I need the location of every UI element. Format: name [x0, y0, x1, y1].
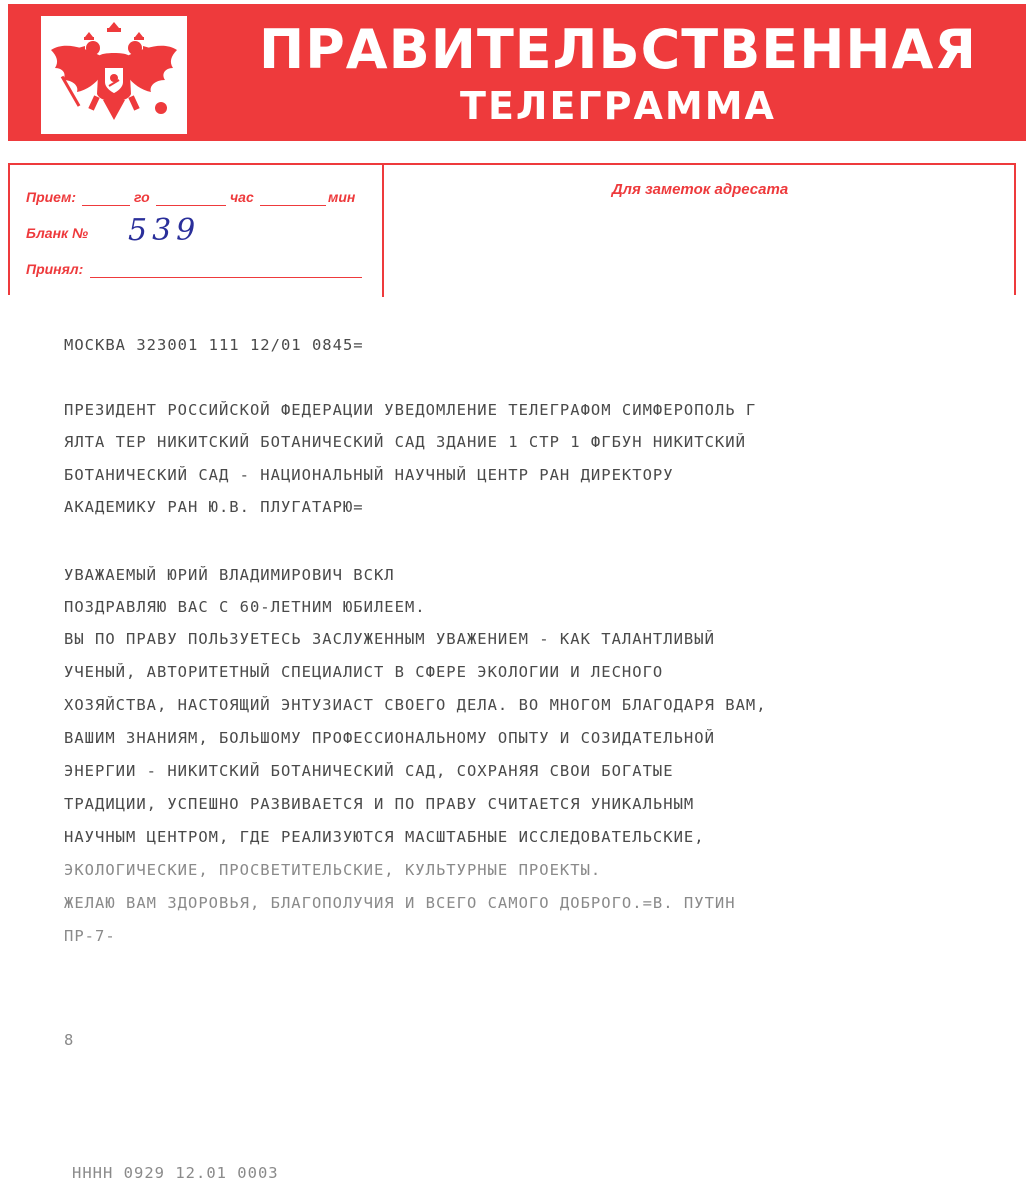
reception-day-line[interactable] — [82, 205, 130, 206]
body-line: ВАШИМ ЗНАНИЯМ, БОЛЬШОМУ ПРОФЕССИОНАЛЬНОМУ ОПЫТУ И СОЗИДАТЕЛЬНОЙ — [64, 729, 715, 747]
body-line: ТРАДИЦИИ, УСПЕШНО РАЗВИВАЕТСЯ И ПО ПРАВУ СЧИТАЕТСЯ УНИКАЛЬНЫМ — [64, 795, 695, 813]
telegram-header-line: МОСКВА 323001 111 12/01 0845= — [64, 336, 364, 354]
reception-minute-line[interactable] — [260, 205, 326, 206]
body-line: ЭКОЛОГИЧЕСКИЕ, ПРОСВЕТИТЕЛЬСКИЕ, КУЛЬТУРНЫЕ ПРОЕКТЫ. — [64, 861, 602, 879]
reception-label: Прием: — [26, 189, 76, 205]
blank-number: 539 — [128, 213, 201, 248]
body-line: ПР-7- — [64, 927, 116, 945]
body-line: ХОЗЯЙСТВА, НАСТОЯЩИЙ ЭНТУЗИАСТ СВОЕГО ДЕЛА. ВО МНОГОМ БЛАГОДАРЯ ВАМ, — [64, 696, 767, 714]
accepted-label: Принял: — [26, 261, 84, 277]
address-line: АКАДЕМИКУ РАН Ю.В. ПЛУГАТАРЮ= — [64, 498, 364, 516]
address-line: БОТАНИЧЕСКИЙ САД - НАЦИОНАЛЬНЫЙ НАУЧНЫЙ ЦЕНТР РАН ДИРЕКТОРУ — [64, 466, 674, 484]
hour-suffix: час — [230, 189, 254, 205]
reception-hour-line[interactable] — [156, 205, 226, 206]
address-line: ПРЕЗИДЕНТ РОССИЙСКОЙ ФЕДЕРАЦИИ УВЕДОМЛЕНИЕ ТЕЛЕГРАФОМ СИМФЕРОПОЛЬ Г — [64, 401, 757, 419]
title-line-1: ПРАВИТЕЛЬСТВЕННАЯ — [259, 18, 977, 81]
body-line: УВАЖАЕМЫЙ ЮРИЙ ВЛАДИМИРОВИЧ ВСКЛ — [64, 566, 395, 584]
reception-form — [8, 163, 1016, 295]
body-line: ПОЗДРАВЛЯЮ ВАС С 60-ЛЕТНИМ ЮБИЛЕЕМ. — [64, 598, 426, 616]
notes-label: Для заметок адресата — [611, 181, 789, 198]
minute-suffix: мин — [328, 189, 356, 205]
address-line: ЯЛТА ТЕР НИКИТСКИЙ БОТАНИЧЕСКИЙ САД ЗДАНИЕ 1 СТР 1 ФГБУН НИКИТСКИЙ — [64, 433, 746, 451]
title-line-2: ТЕЛЕГРАММА — [460, 84, 776, 128]
header-banner — [8, 4, 1026, 141]
double-headed-eagle-icon — [41, 16, 187, 134]
body-line: ЭНЕРГИИ - НИКИТСКИЙ БОТАНИЧЕСКИЙ САД, СОХРАНЯЯ СВОИ БОГАТЫЕ — [64, 762, 674, 780]
accepted-line[interactable] — [90, 277, 362, 278]
day-suffix: го — [134, 189, 150, 205]
page-marker: 8 — [64, 1031, 75, 1049]
footer-line: НННН 0929 12.01 0003 — [72, 1164, 279, 1182]
blank-label: Бланк № — [26, 225, 89, 241]
body-line: УЧЕНЫЙ, АВТОРИТЕТНЫЙ СПЕЦИАЛИСТ В СФЕРЕ ЭКОЛОГИИ И ЛЕСНОГО — [64, 663, 664, 681]
body-line: ЖЕЛАЮ ВАМ ЗДОРОВЬЯ, БЛАГОПОЛУЧИЯ И ВСЕГО САМОГО ДОБРОГО.=В. ПУТИН — [64, 894, 736, 912]
emblem-graphic — [41, 16, 187, 134]
body-line: НАУЧНЫМ ЦЕНТРОМ, ГДЕ РЕАЛИЗУЮТСЯ МАСШТАБНЫЕ ИССЛЕДОВАТЕЛЬСКИЕ, — [64, 828, 705, 846]
body-line: ВЫ ПО ПРАВУ ПОЛЬЗУЕТЕСЬ ЗАСЛУЖЕННЫМ УВАЖЕНИЕМ - КАК ТАЛАНТЛИВЫЙ — [64, 630, 715, 648]
